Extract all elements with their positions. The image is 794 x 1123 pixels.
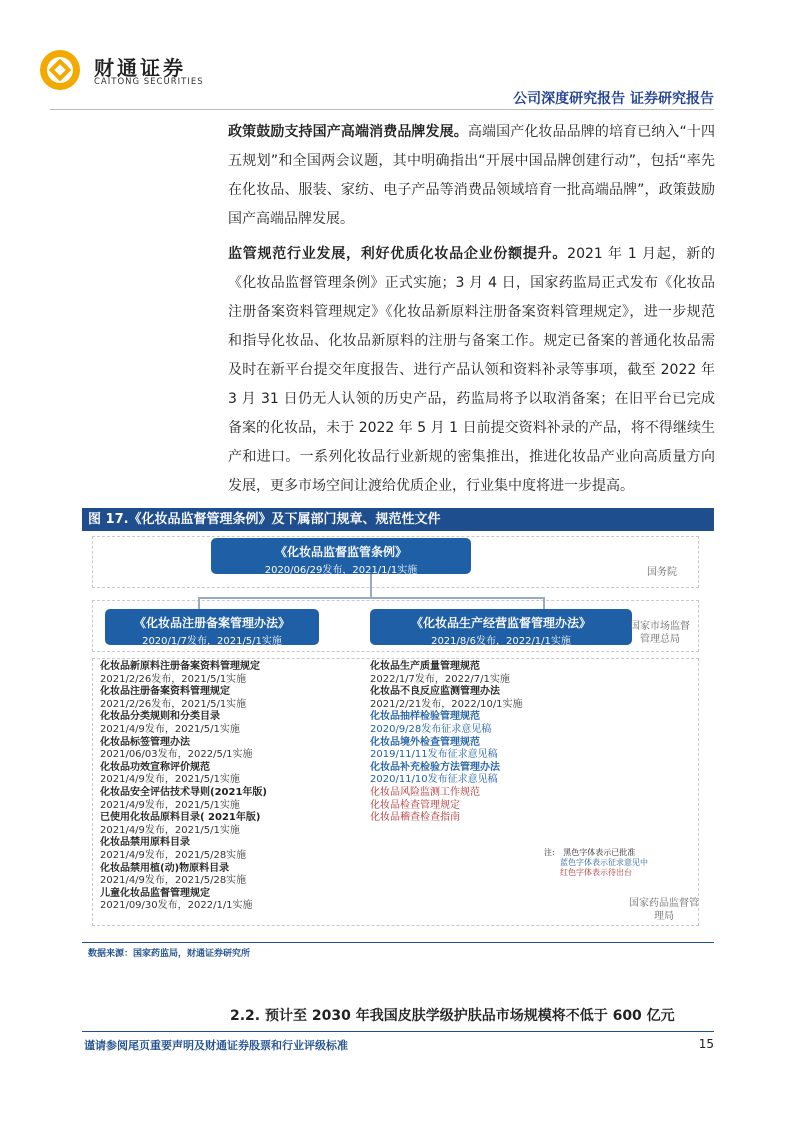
regulation-name: 化妆品注册备案资料管理规定 [100, 686, 230, 698]
regulation-date: 2021/06/03发布，2022/5/1实施 [100, 749, 253, 761]
regulation-name: 化妆品禁用植(动)物原料目录 [100, 862, 230, 874]
source-divider [82, 942, 714, 943]
label-nmpa: 国家药品监督管 理局 [629, 898, 699, 922]
regulation-date: 2021/4/9发布，2021/5/1实施 [100, 799, 240, 811]
paragraph-policy [228, 118, 715, 234]
section-heading: 2.2. 预计至 2030 年我国皮肤学级护肤品市场规模将不低于 600 亿元 [230, 1008, 675, 1024]
page-number: 15 [698, 1037, 714, 1051]
regulation-name: 化妆品新原料注册备案资料管理规定 [100, 661, 260, 672]
note-prefix: 注: [544, 848, 555, 857]
logo-text-cn: 财通证券 [94, 56, 186, 80]
regulation-date: 2020/11/10发布征求意见稿 [370, 774, 498, 786]
regulation-name: 化妆品禁用原料目录 [100, 837, 190, 849]
regulation-date: 2019/11/11发布征求意见稿 [370, 749, 498, 761]
box-title: 《化妆品生产经营监督管理办法》 [410, 616, 591, 630]
paragraph-body: 高端国产化妆品品牌的培育已纳入“十四五规划”和全国两会议题，其中明确指出“开展中国品牌创建行动”，包括“率先在化妆品、服装、家纺、电子产品等消费品领域培育一批高端品牌”，政策鼓励国产高端品牌发展。 [228, 124, 715, 227]
logo-icon [38, 48, 82, 92]
regulation-name: 儿童化妆品监督管理规定 [100, 887, 210, 899]
regulation-name: 化妆品风险监测工作规范 [370, 786, 480, 798]
regulation-name: 化妆品分类规则和分类目录 [100, 711, 220, 723]
regulation-box-registration [105, 609, 319, 645]
regulation-date: 2021/2/21发布，2022/10/1实施 [370, 698, 523, 710]
regulation-name: 化妆品稽查检查指南 [370, 812, 460, 824]
regulation-date: 2021/09/30发布，2022/1/1实施 [100, 900, 253, 912]
right-regulation-list [370, 661, 610, 825]
regulation-name: 化妆品生产质量管理规范 [370, 661, 480, 672]
note-black: 黑色字体表示已批准 [563, 848, 636, 857]
legend-note [544, 848, 648, 878]
paragraph-regulation [228, 240, 715, 501]
box-date: 2020/06/29发布，2021/1/1实施 [264, 565, 418, 576]
regulation-date: 2021/4/9发布，2021/5/1实施 [100, 774, 240, 786]
left-regulation-list [100, 661, 330, 913]
regulation-date: 2021/2/26发布，2021/5/1实施 [100, 673, 247, 685]
regulation-date: 2021/4/9发布，2021/5/28实施 [100, 875, 247, 887]
regulation-name: 化妆品不良反应监测管理办法 [370, 686, 500, 698]
label-samr: 国家市场监督 管理总局 [630, 621, 690, 645]
regulation-date: 2022/1/7发布，2022/7/1实施 [370, 673, 510, 685]
regulation-name: 化妆品功效宣称评价规范 [100, 761, 210, 773]
report-type: 公司深度研究报告 证券研究报告 [513, 91, 714, 107]
connector-line [543, 597, 545, 609]
regulation-box-top [211, 538, 471, 574]
regulation-date: 2021/4/9发布，2021/5/28实施 [100, 849, 247, 861]
footer-disclaimer: 谨请参阅尾页重要声明及财通证券股票和行业评级标准 [84, 1039, 348, 1052]
footer-divider [82, 1031, 714, 1032]
regulation-date: 2020/9/28发布征求意见稿 [370, 723, 492, 735]
paragraph-lead: 监管规范行业发展，利好优质化妆品企业份额提升。 [228, 246, 568, 262]
regulation-date: 2021/4/9发布，2021/5/1实施 [100, 824, 240, 836]
regulation-name: 化妆品抽样检验管理规范 [370, 711, 480, 723]
regulation-date: 2021/2/26发布，2021/5/1实施 [100, 698, 247, 710]
label-state-council: 国务院 [647, 567, 677, 578]
regulation-name: 化妆品标签管理办法 [100, 736, 190, 748]
regulation-name: 化妆品检查管理规定 [370, 799, 460, 811]
regulation-name: 已使用化妆品原料目录( 2021年版) [100, 812, 261, 824]
paragraph-body: 2021 年 1 月起，新的《化妆品监督管理条例》正式实施；3 月 4 日，国家药监局正式发布《化妆品注册备案资料管理规定》《化妆品新原料注册备案资料管理规定》，进一步规范和指导化妆品、化妆品新原料的注册与备案工作。规定已备案的普通化妆品需及时在新平台提交年度报告、进行产品认领和资料补录等事项，截至 2022 年 3 月 31 日仍无人认领的历史产品，药监局将予以取消备案；在旧平台已完成备案的化妆品，未于 2022 年 5 月 1 日前提交资料补录的产品，将不得继续生产和进口。一系列化妆品行业新规的密集推出，推进化妆品产业向高质量方向发展，更多市场空间让渡给优质企业，行业集中度将进一步提高。 [228, 246, 716, 494]
box-title: 《化妆品注册备案管理办法》 [133, 616, 290, 630]
regulation-name: 化妆品境外检查管理规范 [370, 736, 480, 748]
figure-title: 图 17.《化妆品监督管理条例》及下属部门规章、规范性文件 [82, 508, 714, 531]
regulation-box-production [370, 609, 632, 645]
connector-line [198, 597, 545, 599]
header-divider [50, 109, 714, 110]
box-date: 2021/8/6发布，2022/1/1实施 [431, 636, 571, 647]
note-red: 红色字体表示待出台 [560, 868, 632, 877]
box-title: 《化妆品监督监管条例》 [274, 545, 407, 559]
regulation-name: 化妆品安全评估技术导则(2021年版) [100, 786, 267, 798]
regulation-date: 2021/4/9发布，2021/5/1实施 [100, 723, 240, 735]
box-date: 2020/1/7发布，2021/5/1实施 [142, 636, 282, 647]
paragraph-lead: 政策鼓励支持国产高端消费品牌发展。 [228, 124, 468, 140]
connector-line [370, 574, 372, 598]
note-blue: 蓝色字体表示征求意见中 [560, 858, 648, 867]
connector-line [198, 597, 200, 609]
logo-text-en: CAITONG SECURITIES [94, 77, 204, 87]
regulation-diagram [82, 532, 714, 932]
data-source: 数据来源：国家药监局，财通证券研究所 [88, 949, 251, 959]
regulation-name: 化妆品补充检验方法管理办法 [370, 761, 500, 773]
